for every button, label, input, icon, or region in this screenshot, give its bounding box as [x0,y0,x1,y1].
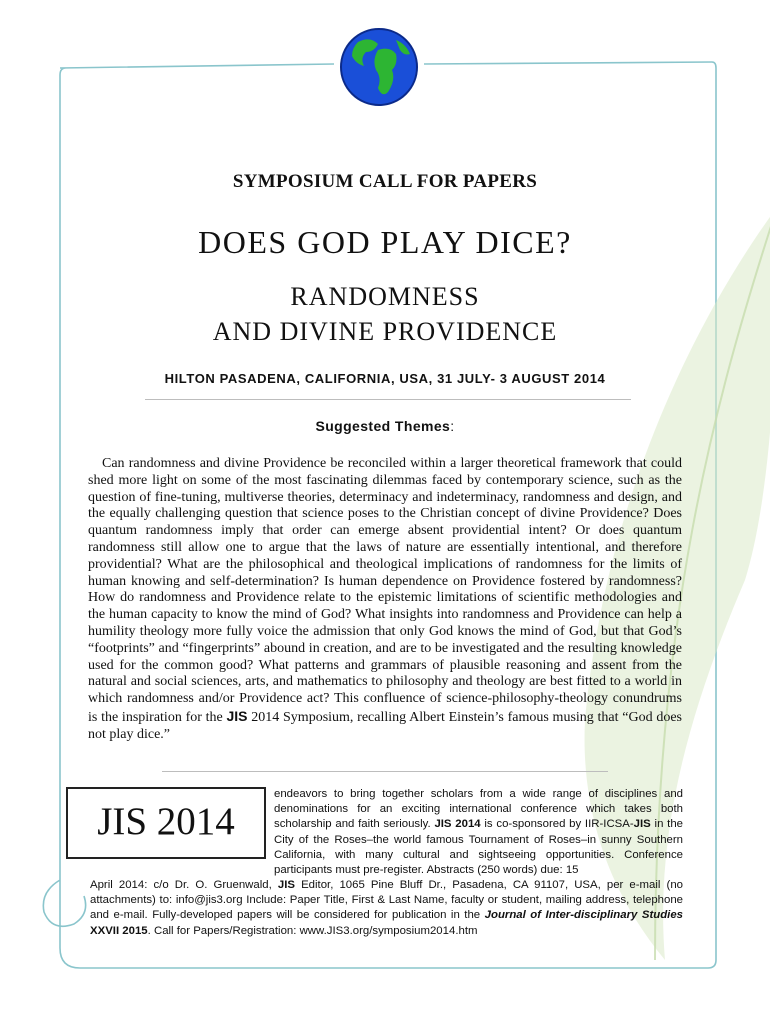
footer-text-6: . Call for Papers/Registration: www.JIS3.org/symposium2014.htm [147,924,478,937]
footer-text-4: April 2014: c/o Dr. O. Gruenwald, [90,879,272,891]
body-main: Can randomness and divine Providence be reconciled within a larger theoretical framework that could shed more light on some of the most fascinating dilemmas faced by contemporary science, such as the question of fine-tuning, multiverse theories, determinacy and indeterminacy, randomness and design, and the equally challenging question that science poses to the Christian concept of divine Providence? Does quantum randomness imply that order can emerge absent providential intent? Or does quantum randomness still allow one to argue that the laws of nature are essentially intentional, and therefore providential? What are the philosophical and theological implications of randomness for the limits of human knowing and self-determination? Is human dependence on Providence fostered by randomness? How do randomness and Providence relate to the epistemic limitations of scientific methodologies and the human capacity to know the mind of God? What insights into randomness and Providence can help a humility theology more fully voice the admission that only God knows the mind of God, but that God’s “footprints” and “fingerprints” abound in creation, and are to be investigated and the resulting knowledge used for the common good? What patterns and grammars of plausible reasoning and assent from the natural and social sciences, arts, and mathematics to philosophy and theology are best fitted to a world in which randomness and/or Providence act? This confluence of science-philosophy-theology conundrums is the inspiration for the [88,456,682,725]
themes-paragraph [88,456,682,744]
themes-heading [0,418,770,434]
page-header: SYMPOSIUM CALL FOR PAPERS [232,171,538,192]
footer-paragraph-side [274,787,683,878]
themes-colon: : [450,418,455,434]
journal-name: Journal of Inter-disciplinary Studies [484,909,683,922]
globe-icon [338,26,420,108]
footer-jis: JIS [277,879,295,891]
footer-paragraph-bottom [90,878,683,939]
divider [162,771,608,772]
venue-dates: HILTON PASADENA, CALIFORNIA, USA, 31 JULY- 3 AUGUST 2014 [164,371,606,386]
footer-text-2: is co-sponsored by IIR-ICSA- [484,818,634,831]
footer-jis-2014: JIS 2014 [434,818,481,831]
journal-volume: XXVII 2015 [90,924,148,937]
themes-label: Suggested Themes [315,418,451,434]
subtitle-line-2: AND DIVINE PROVIDENCE [212,317,558,346]
subtitle-line-1: RANDOMNESS [290,282,480,311]
footer-text-5: Editor, 1065 Pine Bluff Dr., Pasadena, CA 91107, USA, per e-mail (no attachments) to: info@jis3.org Include: Paper Title, First & Last Name, faculty or student, mailing address, telephone and e-mail. Fully-developed papers will be considered for publication in the [90,879,683,922]
footer-jis: JIS [633,818,651,831]
jis-2014-box: JIS 2014 [66,787,266,859]
footer-text-1: endeavors to bring together scholars from a wide range of disciplines and denominations for an exciting international conference which takes both scholarship and faith seriously. [274,788,683,831]
divider [145,399,631,400]
body-tail: 2014 Symposium, recalling Albert Einstein’s famous musing that “God does not play dice.” [88,709,682,742]
body-jis: JIS [226,707,248,724]
page-title: DOES GOD PLAY DICE? [198,224,572,260]
footer-text-3: in the City of the Roses–the world famous Tournament of Roses–in sunny Southern California, with many cultural and sightseeing opportunities. Conference participants must pre-register. Abstracts (250 words) due: 15 [274,818,683,877]
